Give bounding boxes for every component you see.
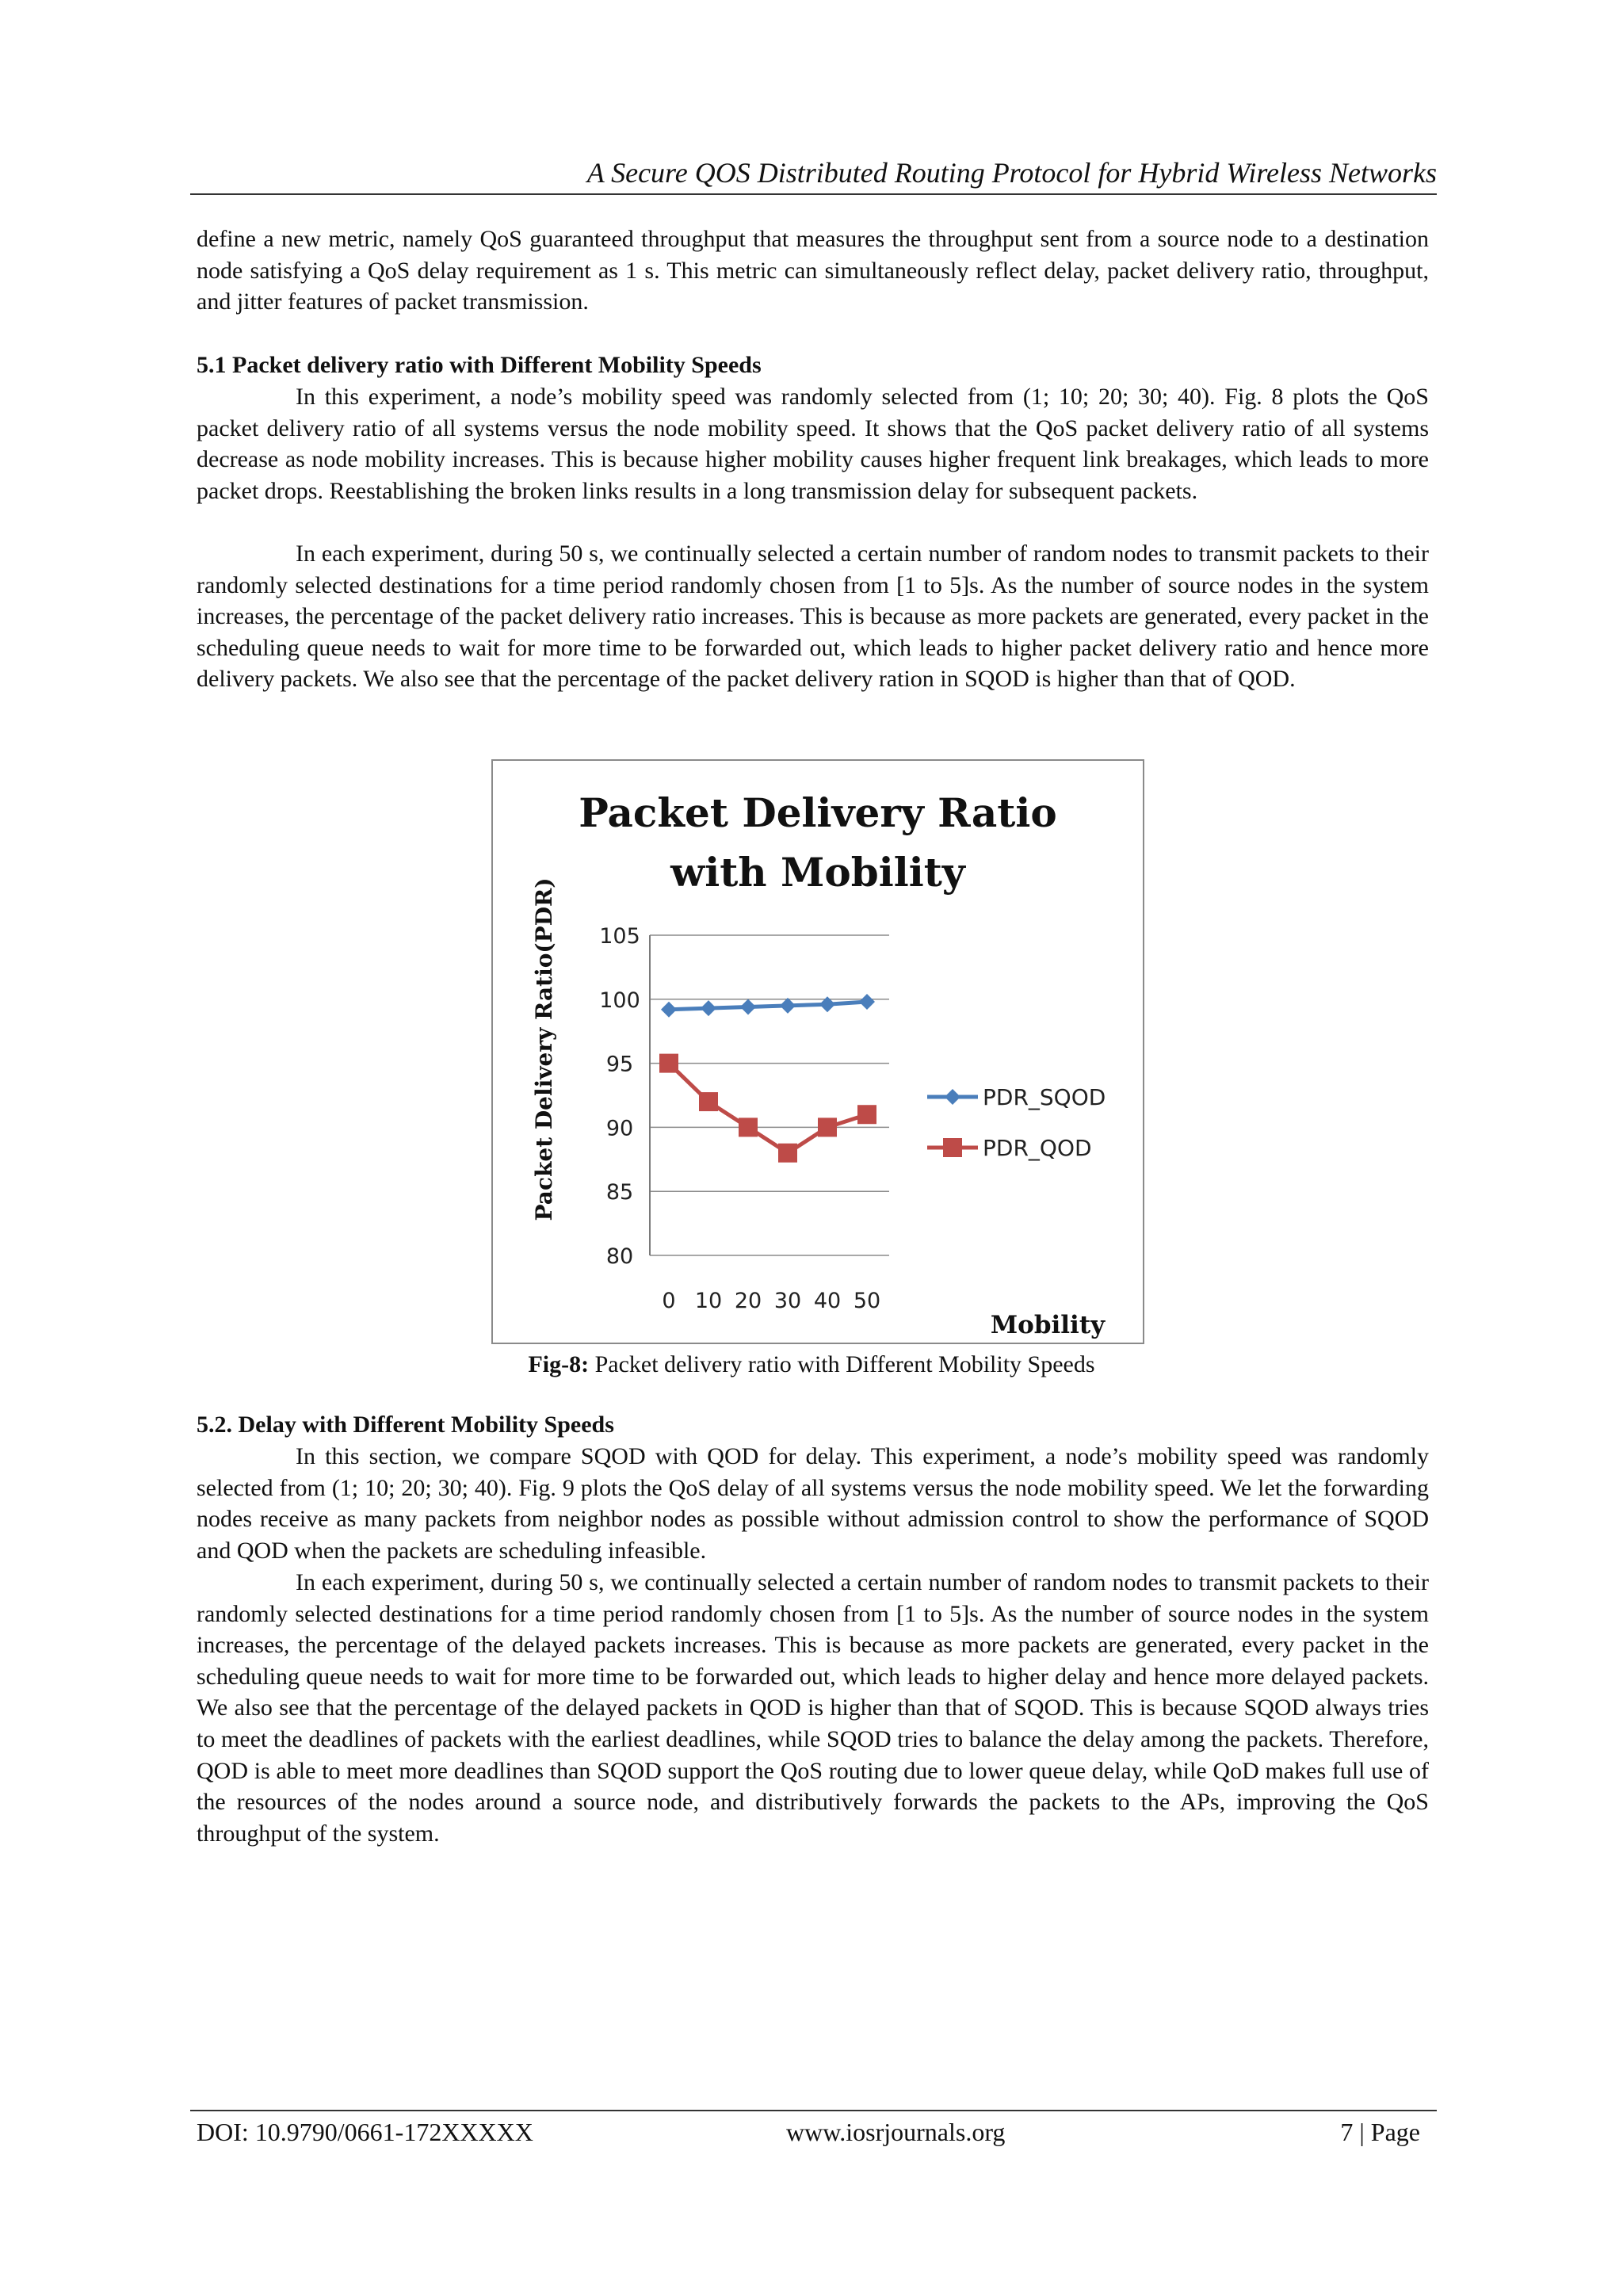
y-tick-label: 105 — [599, 924, 640, 949]
y-tick-label: 80 — [605, 1244, 634, 1269]
footer-page-number: 7 | Page — [1340, 2118, 1420, 2146]
x-tick-label: 30 — [773, 1289, 802, 1313]
footer-doi: DOI: 10.9790/0661-172XXXXX — [197, 2118, 533, 2146]
data-point — [661, 1002, 677, 1018]
data-point — [699, 1092, 718, 1111]
section-5-2-paragraph-1: In this section, we compare SQOD with QOD for delay. This experiment, a node’s mobility speed was randomly selected from (1; 10; 20; 30; 40). Fig. 9 plots the QoS delay of all systems versus the node mobility speed. We let the forwarding nodes receive as many packets from neighbor nodes as possible without admission control to show the performance of SQOD and QOD when the packets are scheduling infeasible. — [197, 1443, 1429, 1564]
chart-y-axis-label: Packet Delivery Ratio(PDR) — [531, 877, 557, 1221]
y-tick-label: 100 — [599, 988, 640, 1013]
y-tick-label: 90 — [605, 1116, 634, 1141]
legend-label: PDR_SQOD — [983, 1084, 1106, 1110]
section-5-1-paragraph-2: In each experiment, during 50 s, we continually selected a certain number of random nodes to transmit packets to their randomly selected destinations for a time period randomly chosen from [1 to 5]s. As the number of source nodes in the system increases, the percentage of the packet delivery ratio increases. This is because as more packets are generated, every packet in the scheduling queue needs to wait for more time to be forwarded out, which leads to higher packet delivery ratio and hence more delivery packets. We also see that the percentage of the packet delivery ration in SQOD is higher than that of QOD. — [197, 541, 1429, 693]
section-5-1-heading: 5.1 Packet delivery ratio with Different Mobility Speeds — [197, 352, 762, 378]
header-divider — [190, 193, 1437, 195]
data-point — [780, 998, 796, 1014]
footer-divider — [190, 2110, 1437, 2111]
section-5-2-paragraph-2: In each experiment, during 50 s, we continually selected a certain number of random nodes to transmit packets to their randomly selected destinations for a time period randomly chosen from [1 to 5]s. As the number of source nodes in the system increases, the percentage of the delayed packets increases. This is because as more packets are generated, every packet in the scheduling queue needs to wait for more time to be forwarded out, which leads to higher delay and hence more delayed packets. We also see that the percentage of the delayed packets in QOD is higher than that of SQOD. This is because SQOD always tries to meet the deadlines of packets with the earliest deadlines, while SQOD tries to balance the delay among the packets. Therefore, QOD is able to meet more deadlines than SQOD support the QoS routing due to lower queue delay, while QoD makes full use of the resources of the nodes around a source node, and distributively forwards the packets to the APs, improving the QoS throughput of the system. — [197, 1569, 1429, 1847]
x-tick-label: 40 — [813, 1289, 842, 1313]
series-pdr-sqod — [661, 994, 875, 1018]
legend-marker — [943, 1138, 962, 1157]
chart-x-axis-label: Mobility — [990, 1311, 1106, 1339]
data-point — [859, 994, 875, 1010]
x-tick-label: 10 — [694, 1289, 723, 1313]
chart-title-line-2: with Mobility — [670, 849, 965, 896]
chart-gridlines — [650, 935, 889, 1255]
y-tick-label: 95 — [605, 1052, 634, 1077]
chart-legend — [927, 1084, 1106, 1161]
data-point — [739, 1117, 758, 1137]
series-pdr-qod — [659, 1054, 876, 1163]
series-line — [669, 1002, 867, 1010]
figure-8-chart — [491, 759, 1144, 1344]
chart-title-line-1: Packet Delivery Ratio — [579, 789, 1057, 836]
intro-paragraph: define a new metric, namely QoS guaranteed throughput that measures the throughput sent from a source node to a destination node satisfying a QoS delay requirement as 1 s. This metric can simultaneously reflect delay, packet delivery ratio, throughput, and jitter features of packet transmission. — [197, 226, 1429, 315]
figure-8-caption — [0, 1349, 1623, 1381]
chart-svg — [493, 761, 1143, 1343]
x-tick-label: 50 — [853, 1289, 881, 1313]
section-5-2-heading: 5.2. Delay with Different Mobility Speeds — [197, 1412, 614, 1438]
series-line — [669, 1064, 867, 1153]
legend-item — [927, 1135, 1092, 1161]
legend-label: PDR_QOD — [983, 1135, 1092, 1161]
data-point — [818, 1117, 837, 1137]
caption-label: Fig-8: — [528, 1351, 590, 1377]
legend-marker — [945, 1089, 960, 1105]
data-point — [659, 1054, 678, 1073]
x-tick-label: 0 — [662, 1289, 676, 1313]
y-tick-label: 85 — [605, 1180, 634, 1205]
section-5-1-paragraph-1: In this experiment, a node’s mobility speed was randomly selected from (1; 10; 20; 30; 40). Fig. 8 plots the QoS packet delivery ratio of all systems versus the node mobility speed. It shows that the QoS packet delivery ratio of all systems decrease as node mobility increases. This is because higher mobility causes higher frequent link breakages, which leads to more packet drops. Reestablishing the broken links results in a long transmission delay for subsequent packets. — [197, 384, 1429, 504]
chart-series — [659, 994, 876, 1163]
data-point — [740, 999, 756, 1014]
legend-item — [927, 1084, 1106, 1110]
footer-website: www.iosrjournals.org — [786, 2118, 1006, 2146]
data-point — [857, 1105, 876, 1124]
caption-text: Packet delivery ratio with Different Mobility Speeds — [589, 1351, 1095, 1377]
x-tick-label: 20 — [734, 1289, 762, 1313]
running-header-title: A Secure QOS Distributed Routing Protocol for Hybrid Wireless Networks — [586, 157, 1437, 189]
data-point — [778, 1144, 797, 1163]
data-point — [701, 1000, 716, 1016]
